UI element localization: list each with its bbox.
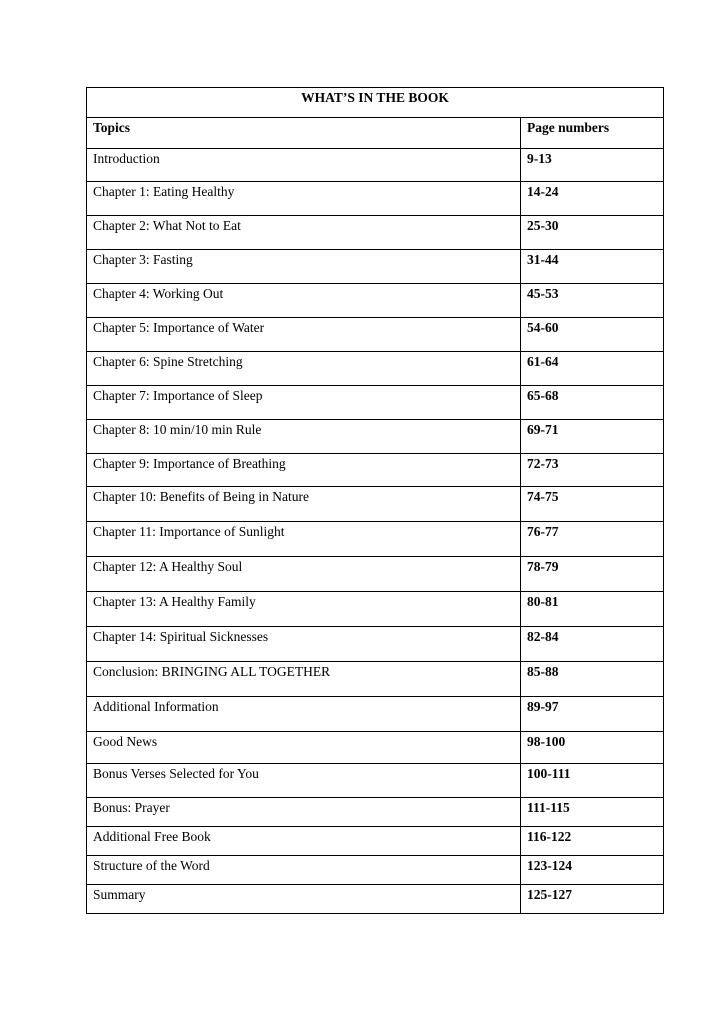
topic-cell: Chapter 9: Importance of Breathing [87,454,521,487]
page-range-cell: 123-124 [521,856,664,885]
topic-cell: Chapter 7: Importance of Sleep [87,386,521,420]
topic-cell: Bonus: Prayer [87,798,521,827]
page-range-cell: 111-115 [521,798,664,827]
topic-cell: Chapter 5: Importance of Water [87,318,521,352]
page-range-cell: 82-84 [521,627,664,662]
topic-cell: Chapter 6: Spine Stretching [87,352,521,386]
table-row [87,798,664,827]
table-row [87,557,664,592]
table-row [87,627,664,662]
topic-cell: Chapter 2: What Not to Eat [87,216,521,250]
page-range-cell: 78-79 [521,557,664,592]
topic-cell: Conclusion: BRINGING ALL TOGETHER [87,662,521,697]
table-row [87,284,664,318]
page-range-cell: 54-60 [521,318,664,352]
table-row [87,216,664,250]
table-row [87,697,664,732]
page-range-cell: 9-13 [521,149,664,182]
topic-cell: Chapter 3: Fasting [87,250,521,284]
table-row [87,250,664,284]
table-row [87,318,664,352]
topic-cell: Bonus Verses Selected for You [87,764,521,798]
table-row [87,764,664,798]
table-row [87,352,664,386]
topic-cell: Chapter 8: 10 min/10 min Rule [87,420,521,454]
page-range-cell: 69-71 [521,420,664,454]
page-range-cell: 65-68 [521,386,664,420]
table-row [87,420,664,454]
table-row [87,454,664,487]
page-range-cell: 125-127 [521,885,664,914]
table-row [87,386,664,420]
table-row [87,522,664,557]
page-range-cell: 89-97 [521,697,664,732]
page-range-cell: 116-122 [521,827,664,856]
table-of-contents [86,87,664,914]
topic-cell: Summary [87,885,521,914]
topic-cell: Chapter 10: Benefits of Being in Nature [87,487,521,522]
topic-cell: Additional Free Book [87,827,521,856]
page-range-cell: 31-44 [521,250,664,284]
topic-cell: Chapter 12: A Healthy Soul [87,557,521,592]
topic-cell: Chapter 14: Spiritual Sicknesses [87,627,521,662]
topic-cell: Chapter 11: Importance of Sunlight [87,522,521,557]
topic-cell: Introduction [87,149,521,182]
topic-cell: Good News [87,732,521,764]
header-row [87,118,664,149]
page-numbers-header: Page numbers [521,118,664,149]
page-range-cell: 45-53 [521,284,664,318]
page-range-cell: 74-75 [521,487,664,522]
table-row [87,856,664,885]
topic-cell: Chapter 13: A Healthy Family [87,592,521,627]
page-range-cell: 100-111 [521,764,664,798]
table-row [87,732,664,764]
topics-header: Topics [87,118,521,149]
table-row [87,182,664,216]
topic-cell: Additional Information [87,697,521,732]
page-range-cell: 72-73 [521,454,664,487]
table-row [87,662,664,697]
table-title: WHAT’S IN THE BOOK [87,88,664,118]
topic-cell: Structure of the Word [87,856,521,885]
page-range-cell: 80-81 [521,592,664,627]
page-range-cell: 85-88 [521,662,664,697]
table-row [87,487,664,522]
page-range-cell: 61-64 [521,352,664,386]
page-range-cell: 98-100 [521,732,664,764]
topic-cell: Chapter 4: Working Out [87,284,521,318]
table-row [87,149,664,182]
page-range-cell: 25-30 [521,216,664,250]
title-row [87,88,664,118]
page-range-cell: 76-77 [521,522,664,557]
table-row [87,592,664,627]
table-row [87,827,664,856]
topic-cell: Chapter 1: Eating Healthy [87,182,521,216]
page-range-cell: 14-24 [521,182,664,216]
table-row [87,885,664,914]
